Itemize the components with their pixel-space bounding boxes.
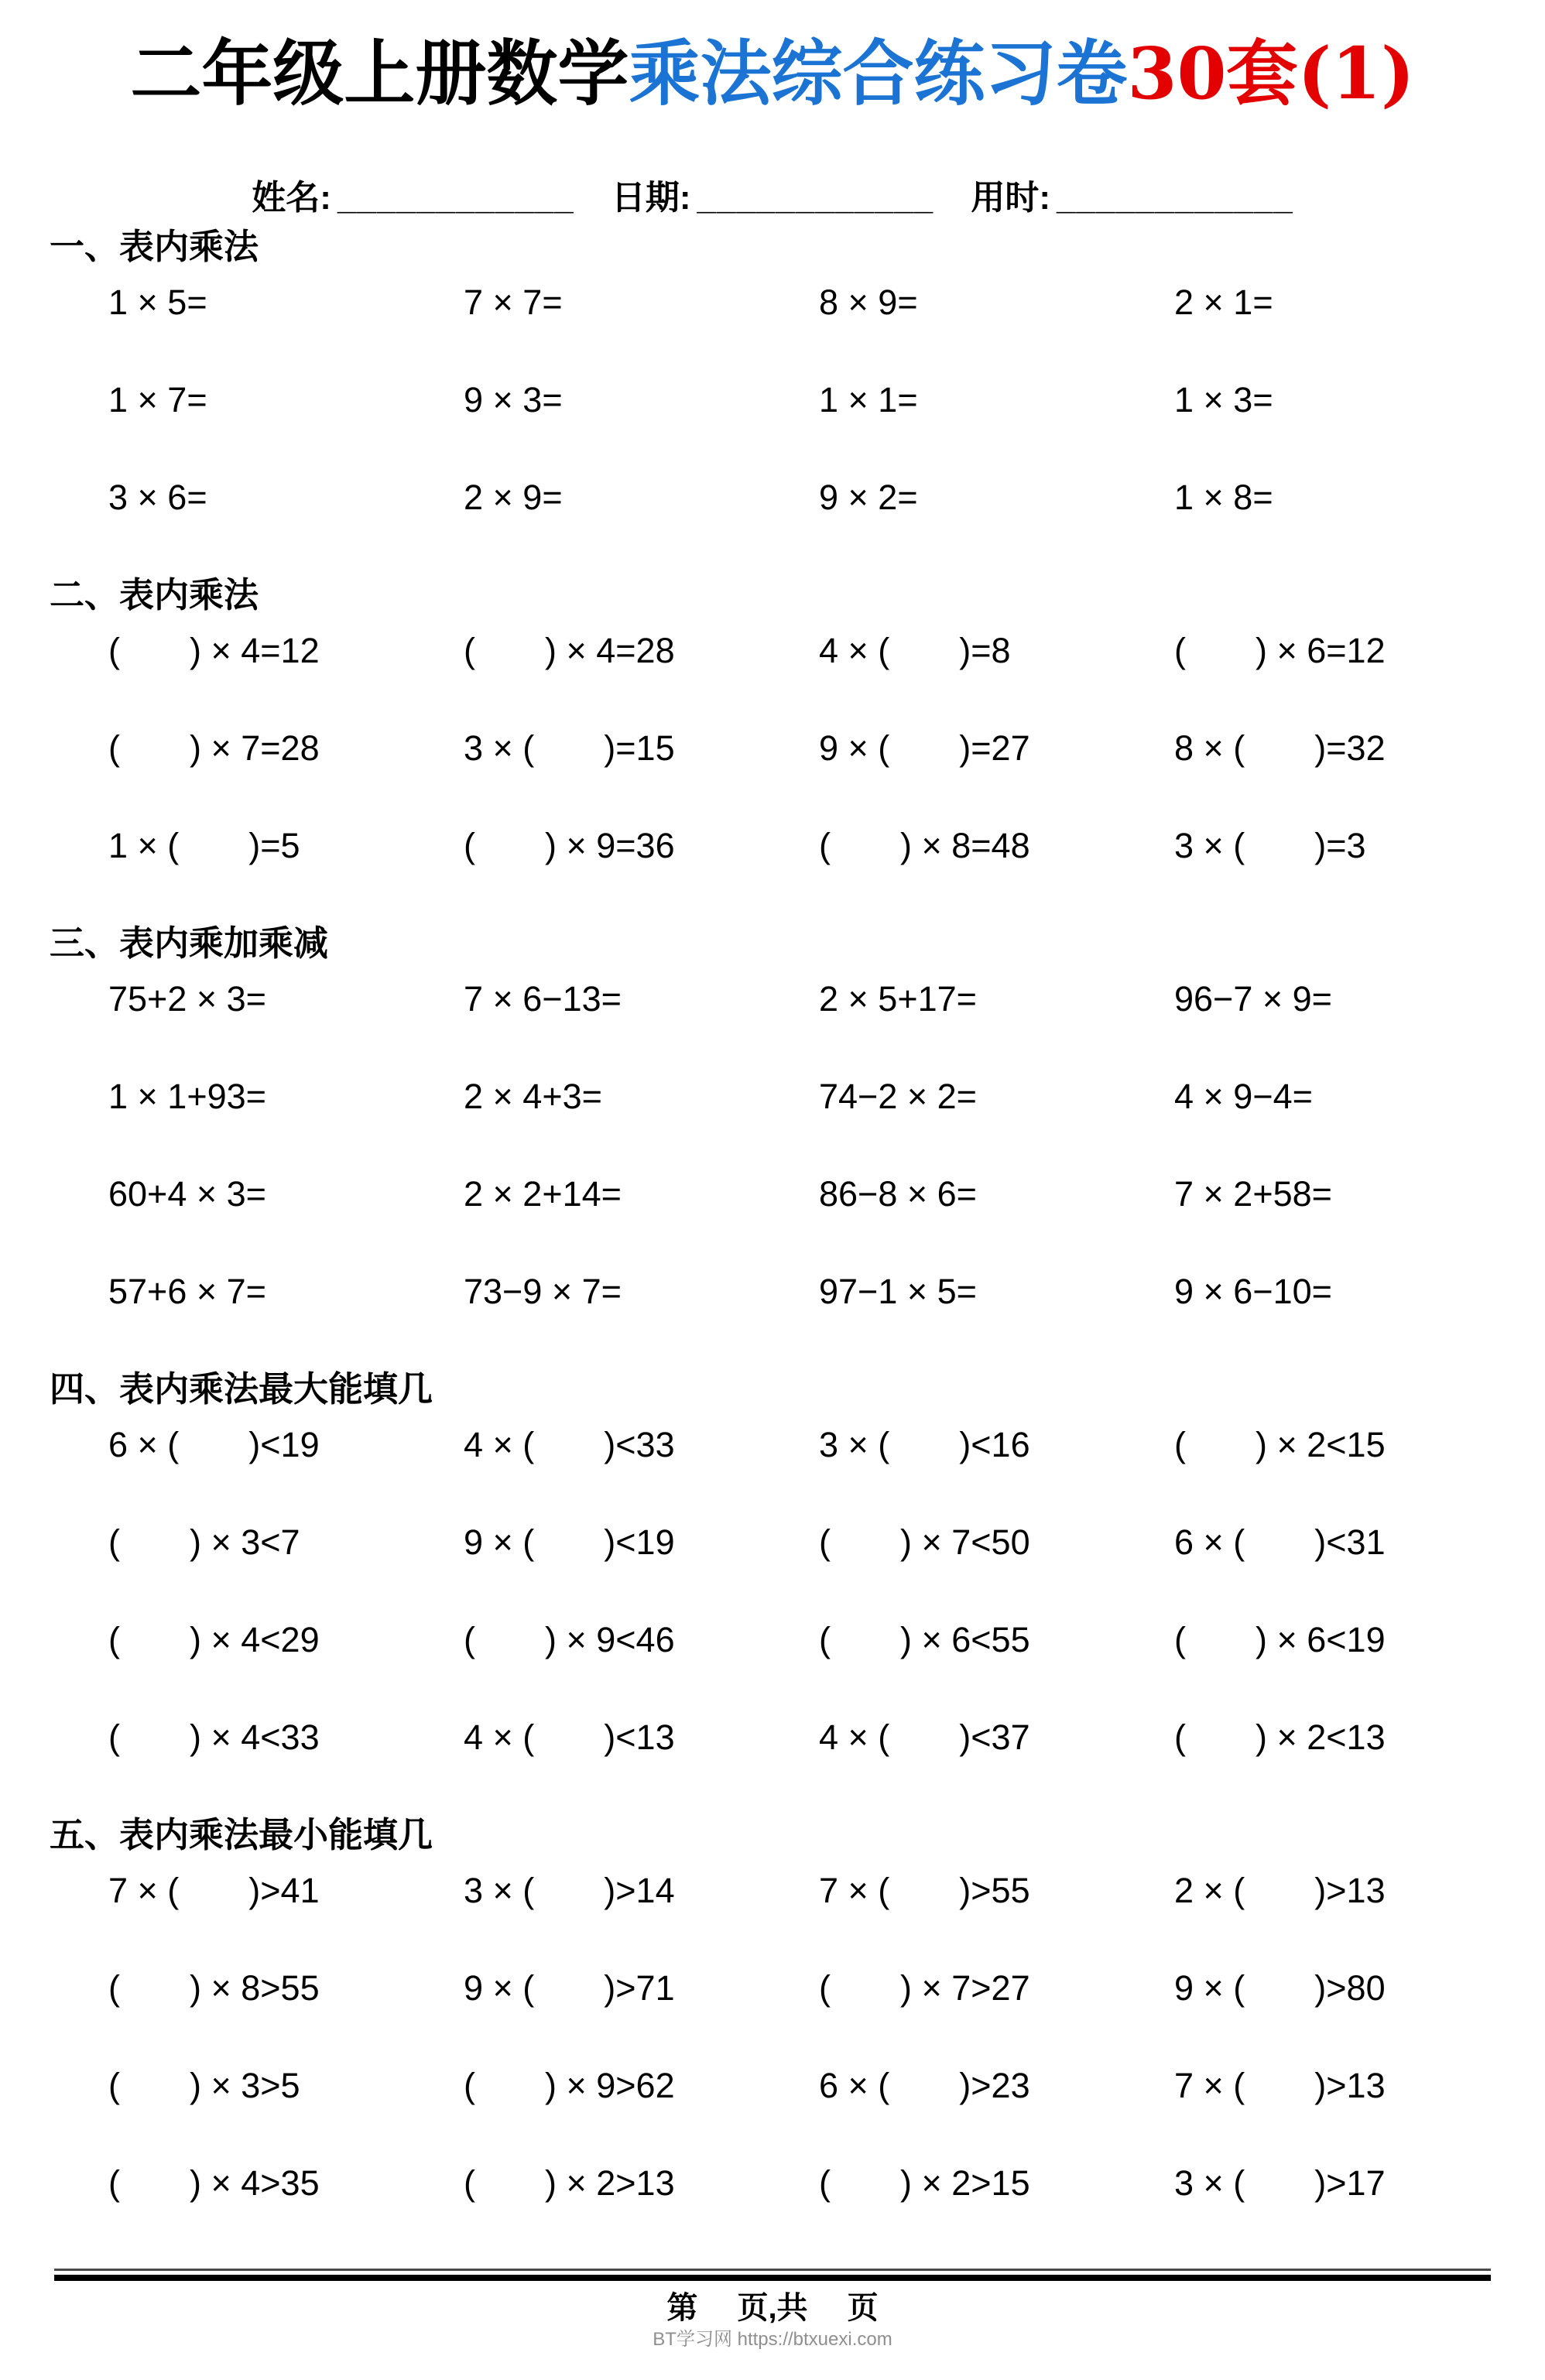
problem-cell: 2 × 1= — [1174, 283, 1273, 323]
page-number-line: 第 页,共 页 — [666, 2291, 879, 2325]
problem-cell: ( ) × 6<19 — [1174, 1620, 1386, 1660]
problem-cell: 57+6 × 7= — [108, 1272, 266, 1312]
title-part-set-number: 30套(1) — [1127, 32, 1415, 115]
problem-cell: 86−8 × 6= — [819, 1174, 977, 1214]
problem-cell: 9 × 3= — [464, 380, 563, 420]
problem-cell: 3 × ( )=15 — [464, 728, 675, 769]
date-blank-line: ____________ — [697, 179, 934, 217]
problem-cell: 9 × ( )>71 — [464, 1968, 675, 2008]
name-blank-line: ____________ — [337, 179, 574, 217]
problem-cell: ( ) × 8>55 — [108, 1968, 320, 2008]
problem-cell: ( ) × 7=28 — [108, 728, 320, 769]
problem-cell: 7 × 7= — [464, 283, 563, 323]
problem-cell: 2 × 5+17= — [819, 979, 977, 1019]
problem-cell: 2 × ( )>13 — [1174, 1871, 1386, 1911]
date-field — [611, 179, 934, 217]
problem-cell: 7 × ( )>13 — [1174, 2066, 1386, 2106]
section-1-heading: 一、表内乘法 — [50, 227, 259, 267]
problem-row — [0, 2063, 1545, 2108]
problem-cell: 96−7 × 9= — [1174, 979, 1332, 1019]
problem-cell: 1 × 8= — [1174, 478, 1273, 518]
page-title — [0, 31, 1545, 116]
time-used-blank-line: ____________ — [1057, 179, 1293, 217]
problem-cell: 3 × 6= — [108, 478, 207, 518]
problem-cell: 4 × ( )<13 — [464, 1717, 675, 1758]
problem-cell: ( ) × 4=12 — [108, 631, 320, 671]
problem-cell: ( ) × 2>15 — [819, 2163, 1030, 2204]
problem-cell: 9 × ( )>80 — [1174, 1968, 1386, 2008]
problem-row — [0, 628, 1545, 673]
problem-cell: 1 × 1= — [819, 380, 918, 420]
problem-cell: 1 × 3= — [1174, 380, 1273, 420]
problem-cell: 3 × ( )=3 — [1174, 826, 1366, 866]
problem-cell: 7 × 2+58= — [1174, 1174, 1332, 1214]
problem-cell: 1 × 1+93= — [108, 1077, 266, 1117]
problem-cell: 4 × 9−4= — [1174, 1077, 1313, 1117]
problem-row — [0, 824, 1545, 868]
problem-row — [0, 1172, 1545, 1217]
problem-cell: ( ) × 2<13 — [1174, 1717, 1386, 1758]
problem-cell: ( ) × 4=28 — [464, 631, 675, 671]
problem-cell: 9 × 6−10= — [1174, 1272, 1332, 1312]
problem-cell: ( ) × 7>27 — [819, 1968, 1030, 2008]
student-info-line — [0, 178, 1545, 218]
problem-cell: 4 × ( )=8 — [819, 631, 1011, 671]
problem-cell: 6 × ( )>23 — [819, 2066, 1030, 2106]
problem-cell: 60+4 × 3= — [108, 1174, 266, 1214]
problem-cell: 3 × ( )>17 — [1174, 2163, 1386, 2204]
problem-cell: 2 × 2+14= — [464, 1174, 622, 1214]
problem-cell: 8 × 9= — [819, 283, 918, 323]
problem-cell: 9 × ( )<19 — [464, 1522, 675, 1563]
problem-row — [0, 1715, 1545, 1760]
problem-row — [0, 280, 1545, 325]
problem-cell: ( ) × 9=36 — [464, 826, 675, 866]
watermark: BT学习网 https://btxuexi.com — [653, 2329, 892, 2350]
problem-cell: 3 × ( )>14 — [464, 1871, 675, 1911]
problem-cell: 2 × 9= — [464, 478, 563, 518]
problem-cell: 9 × 2= — [819, 478, 918, 518]
date-label: 日期: — [611, 179, 691, 217]
problem-cell: ( ) × 4>35 — [108, 2163, 320, 2204]
problem-row — [0, 1868, 1545, 1913]
title-part-grade: 二年级上册数学 — [130, 32, 629, 115]
problem-cell: 4 × ( )<37 — [819, 1717, 1030, 1758]
problem-cell: ( ) × 3>5 — [108, 2066, 300, 2106]
problem-row — [0, 1423, 1545, 1467]
problem-row — [0, 977, 1545, 1022]
problem-cell: 75+2 × 3= — [108, 979, 266, 1019]
problem-cell: ( ) × 6=12 — [1174, 631, 1386, 671]
problem-row — [0, 475, 1545, 520]
problem-cell: ( ) × 2<15 — [1174, 1425, 1386, 1465]
problem-row — [0, 1269, 1545, 1314]
time-used-label: 用时: — [971, 179, 1051, 217]
problem-cell: 1 × ( )=5 — [108, 826, 300, 866]
problem-cell: 2 × 4+3= — [464, 1077, 602, 1117]
problem-cell: 3 × ( )<16 — [819, 1425, 1030, 1465]
problem-cell: 6 × ( )<19 — [108, 1425, 320, 1465]
problem-cell: 7 × 6−13= — [464, 979, 622, 1019]
problem-cell: ( ) × 3<7 — [108, 1522, 300, 1563]
problem-cell: 97−1 × 5= — [819, 1272, 977, 1312]
problem-row — [0, 1966, 1545, 2011]
problem-cell: 1 × 5= — [108, 283, 207, 323]
problem-cell: 4 × ( )<33 — [464, 1425, 675, 1465]
problem-cell: 8 × ( )=32 — [1174, 728, 1386, 769]
footer-rule-thin — [54, 2269, 1491, 2271]
footer-rule-thick — [54, 2275, 1491, 2281]
problem-row — [0, 1074, 1545, 1119]
title-part-subject: 乘法综合练习卷 — [629, 32, 1128, 115]
problem-cell: ( ) × 2>13 — [464, 2163, 675, 2204]
problem-cell: 1 × 7= — [108, 380, 207, 420]
problem-row — [0, 1520, 1545, 1565]
problem-cell: ( ) × 6<55 — [819, 1620, 1030, 1660]
name-label: 姓名: — [252, 179, 331, 217]
problem-row — [0, 726, 1545, 771]
section-4-heading: 四、表内乘法最大能填几 — [50, 1369, 433, 1409]
problem-cell: 7 × ( )>41 — [108, 1871, 320, 1911]
problem-cell: ( ) × 9>62 — [464, 2066, 675, 2106]
problem-cell: 6 × ( )<31 — [1174, 1522, 1386, 1563]
problem-cell: ( ) × 7<50 — [819, 1522, 1030, 1563]
time-used-field — [971, 179, 1293, 217]
problem-cell: ( ) × 8=48 — [819, 826, 1030, 866]
problem-cell: 73−9 × 7= — [464, 1272, 622, 1312]
section-3-heading: 三、表内乘加乘减 — [50, 923, 329, 964]
section-2-heading: 二、表内乘法 — [50, 575, 259, 615]
problem-cell: ( ) × 9<46 — [464, 1620, 675, 1660]
problem-cell: ( ) × 4<33 — [108, 1717, 320, 1758]
problem-cell: 74−2 × 2= — [819, 1077, 977, 1117]
section-5-heading: 五、表内乘法最小能填几 — [50, 1815, 433, 1855]
problem-cell: 9 × ( )=27 — [819, 728, 1030, 769]
problem-cell: 7 × ( )>55 — [819, 1871, 1030, 1911]
problem-cell: ( ) × 4<29 — [108, 1620, 320, 1660]
problem-row — [0, 1618, 1545, 1663]
name-field — [252, 179, 574, 217]
problem-row — [0, 2161, 1545, 2206]
problem-row — [0, 378, 1545, 423]
